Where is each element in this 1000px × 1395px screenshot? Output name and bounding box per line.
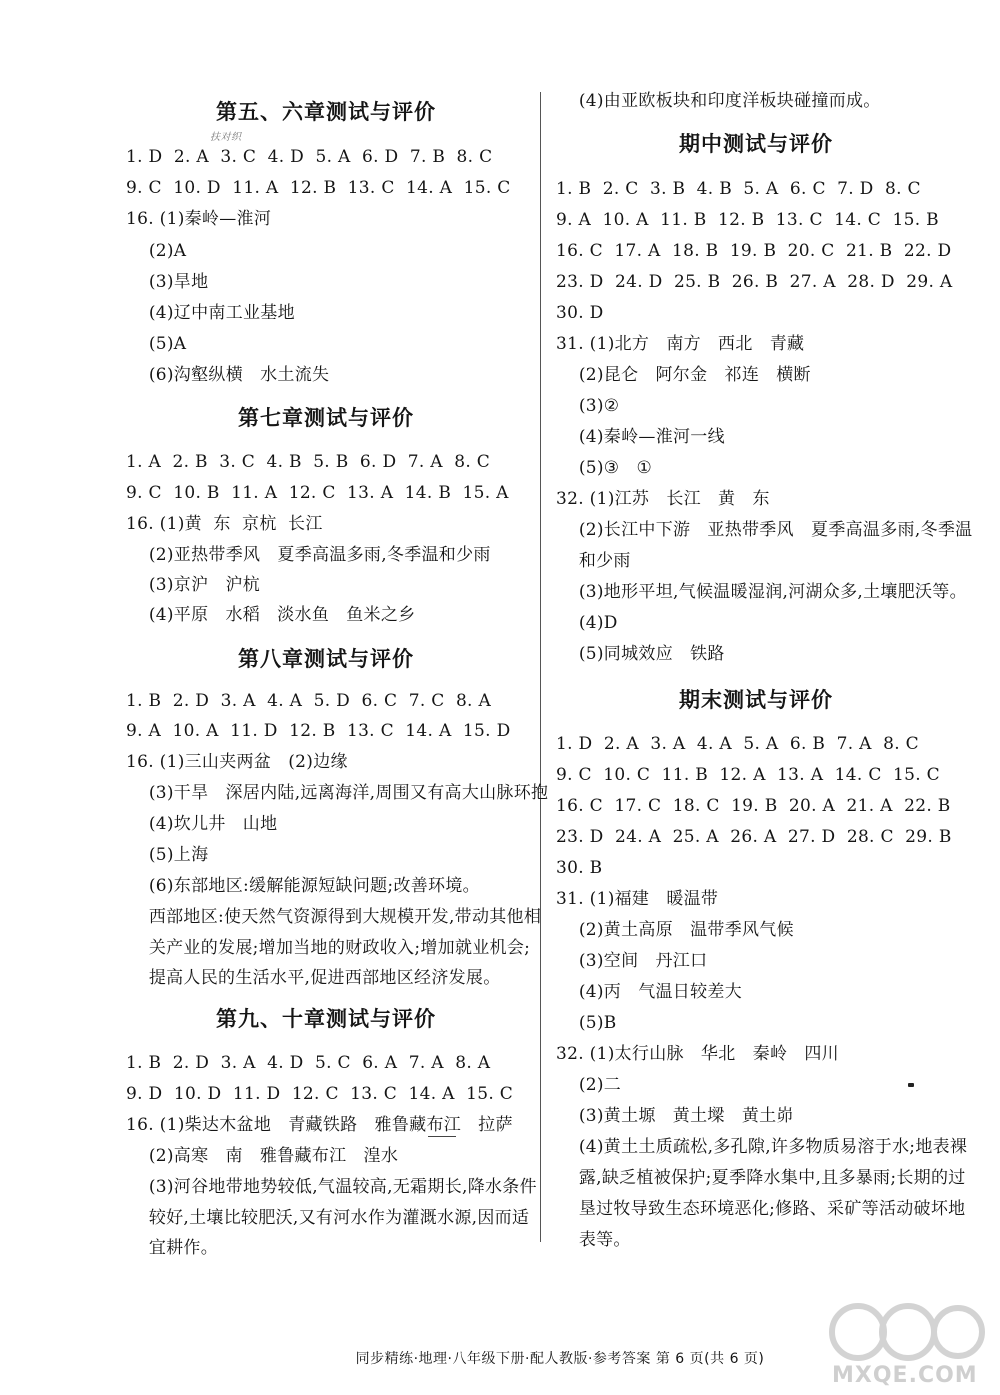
answer-line: 1. D 2. A 3. A 4. A 5. A 6. B 7. A 8. C	[556, 734, 919, 754]
stray-dot-mark	[908, 1083, 914, 1087]
answer-line: 31. (1)福建 暖温带	[556, 889, 719, 909]
section-heading: 第九、十章测试与评价	[216, 1007, 436, 1031]
answer-line: (4)由亚欧板块和印度洋板块碰撞而成。	[556, 91, 881, 111]
answer-line: (3)京沪 沪杭	[126, 575, 261, 595]
answer-line: 1. A 2. B 3. C 4. B 5. B 6. D 7. A 8. C	[126, 452, 491, 472]
answer-line: 16. (1)黄 东 京杭 长江	[126, 514, 323, 534]
section-heading: 第五、六章测试与评价	[216, 100, 436, 124]
answer-line: 32. (1)太行山脉 华北 秦岭 四川	[556, 1044, 839, 1064]
stray-dash-mark	[428, 1136, 456, 1137]
answer-line: (2)长江中下游 亚热带季风 夏季高温多雨,冬季温	[556, 520, 973, 540]
answer-line: 30. B	[556, 858, 603, 878]
answer-line: 16. C 17. A 18. B 19. B 20. C 21. B 22. D	[556, 241, 952, 261]
answer-line: (4)黄土土质疏松,多孔隙,许多物质易溶于水;地表裸	[556, 1137, 968, 1157]
answer-line: 关产业的发展;增加当地的财政收入;增加就业机会;	[126, 938, 531, 958]
answer-line: 和少雨	[556, 551, 631, 571]
site-watermark	[818, 1300, 988, 1390]
answer-line: (3)地形平坦,气候温暖湿润,河湖众多,土壤肥沃等。	[556, 582, 967, 602]
answer-line: (3)旱地	[126, 272, 209, 292]
answer-line: 23. D 24. D 25. B 26. B 27. A 28. D 29. A	[556, 272, 953, 292]
answer-line: (4)坎儿井 山地	[126, 814, 278, 834]
answer-line: (2)亚热带季风 夏季高温多雨,冬季温和少雨	[126, 545, 491, 565]
answer-line: (5)同城效应 铁路	[556, 644, 725, 664]
answer-line: (4)秦岭—淮河一线	[556, 427, 725, 447]
answer-line: 9. A 10. A 11. B 12. B 13. C 14. C 15. B	[556, 210, 939, 230]
answer-line: 9. C 10. C 11. B 12. A 13. A 14. C 15. C	[556, 765, 940, 785]
page-footer: 同步精练·地理·八年级下册·配人教版·参考答案 第 6 页(共 6 页)	[355, 1351, 765, 1367]
answer-line: 1. D 2. A 3. C 4. D 5. A 6. D 7. B 8. C	[126, 147, 493, 167]
answer-line: 1. B 2. C 3. B 4. B 5. A 6. C 7. D 8. C	[556, 179, 921, 199]
answer-line: (5)B	[556, 1013, 617, 1033]
answer-line: (3)②	[556, 396, 620, 416]
answer-line: (2)高寒 南 雅鲁藏布江 湟水	[126, 1146, 399, 1166]
answer-line: (4)D	[556, 613, 618, 633]
answer-line: 1. B 2. D 3. A 4. A 5. D 6. C 7. C 8. A	[126, 691, 492, 711]
answer-line: 16. (1)柴达木盆地 青藏铁路 雅鲁藏布江 拉萨	[126, 1115, 513, 1135]
answer-line: (3)空间 丹江口	[556, 951, 708, 971]
answer-line: (4)丙 气温日较差大	[556, 982, 743, 1002]
answer-line: 提高人民的生活水平,促进西部地区经济发展。	[126, 968, 501, 988]
section-heading: 期中测试与评价	[679, 132, 833, 156]
answer-line: 露,缺乏植被保护;夏季降水集中,且多暴雨;长期的过	[556, 1168, 966, 1188]
answer-line: 垦过牧导致生态环境恶化;修路、采矿等活动破坏地	[556, 1199, 966, 1219]
answer-line: 9. A 10. A 11. D 12. B 13. C 14. A 15. D	[126, 721, 511, 741]
answer-line: (4)平原 水稻 淡水鱼 鱼米之乡	[126, 605, 416, 625]
answer-line: 宜耕作。	[126, 1238, 219, 1258]
answer-line: 32. (1)江苏 长江 黄 东	[556, 489, 770, 509]
answer-line: (5)上海	[126, 845, 209, 865]
watermark-text: MXQE.COM	[832, 1363, 978, 1388]
answer-line: (5)③ ①	[556, 458, 652, 478]
answer-line: (6)东部地区:缓解能源短缺问题;改善环境。	[126, 876, 480, 896]
answer-line: (3)干旱 深居内陆,远离海洋,周围又有高大山脉环抱	[126, 783, 549, 803]
answer-line: 9. C 10. D 11. A 12. B 13. C 14. A 15. C	[126, 178, 511, 198]
answer-line: (2)A	[126, 241, 187, 261]
answer-line: 23. D 24. A 25. A 26. A 27. D 28. C 29. B	[556, 827, 952, 847]
section-heading: 第八章测试与评价	[238, 647, 414, 671]
answer-line: 西部地区:使天然气资源得到大规模开发,带动其他相	[126, 907, 542, 927]
answer-line: (3)黄土塬 黄土墚 黄土峁	[556, 1106, 794, 1126]
answer-line: 9. D 10. D 11. D 12. C 13. C 14. A 15. C	[126, 1084, 514, 1104]
answer-line: 1. B 2. D 3. A 4. D 5. C 6. A 7. A 8. A	[126, 1053, 491, 1073]
answer-line: 30. D	[556, 303, 604, 323]
answer-line: 16. (1)三山夹两盆 (2)边缘	[126, 752, 348, 772]
answer-line: 31. (1)北方 南方 西北 青藏	[556, 334, 805, 354]
answer-line: 9. C 10. B 11. A 12. C 13. A 14. B 15. A	[126, 483, 509, 503]
answer-line: 16. (1)秦岭—淮河	[126, 209, 272, 229]
answer-line: 表等。	[556, 1230, 631, 1250]
answer-line: (4)辽中南工业基地	[126, 303, 295, 323]
answer-line: (2)黄土高原 温带季风气候	[556, 920, 794, 940]
section-heading: 第七章测试与评价	[238, 406, 414, 430]
answer-line: (2)昆仑 阿尔金 祁连 横断	[556, 365, 811, 385]
answer-line: 16. C 17. C 18. C 19. B 20. A 21. A 22. B	[556, 796, 951, 816]
answer-line: 较好,土壤比较肥沃,又有河水作为灌溉水源,因而适	[126, 1208, 530, 1228]
watermark-logo-icon	[818, 1300, 988, 1370]
column-divider	[540, 92, 541, 1242]
answer-line: (2)二	[556, 1075, 622, 1095]
section-heading: 期末测试与评价	[679, 688, 833, 712]
answer-line: (6)沟壑纵横 水土流失	[126, 365, 330, 385]
handwriting-note: 扶对织	[210, 132, 242, 143]
answer-line: (3)河谷地带地势较低,气温较高,无霜期长,降水条件	[126, 1177, 537, 1197]
answer-line: (5)A	[126, 334, 187, 354]
